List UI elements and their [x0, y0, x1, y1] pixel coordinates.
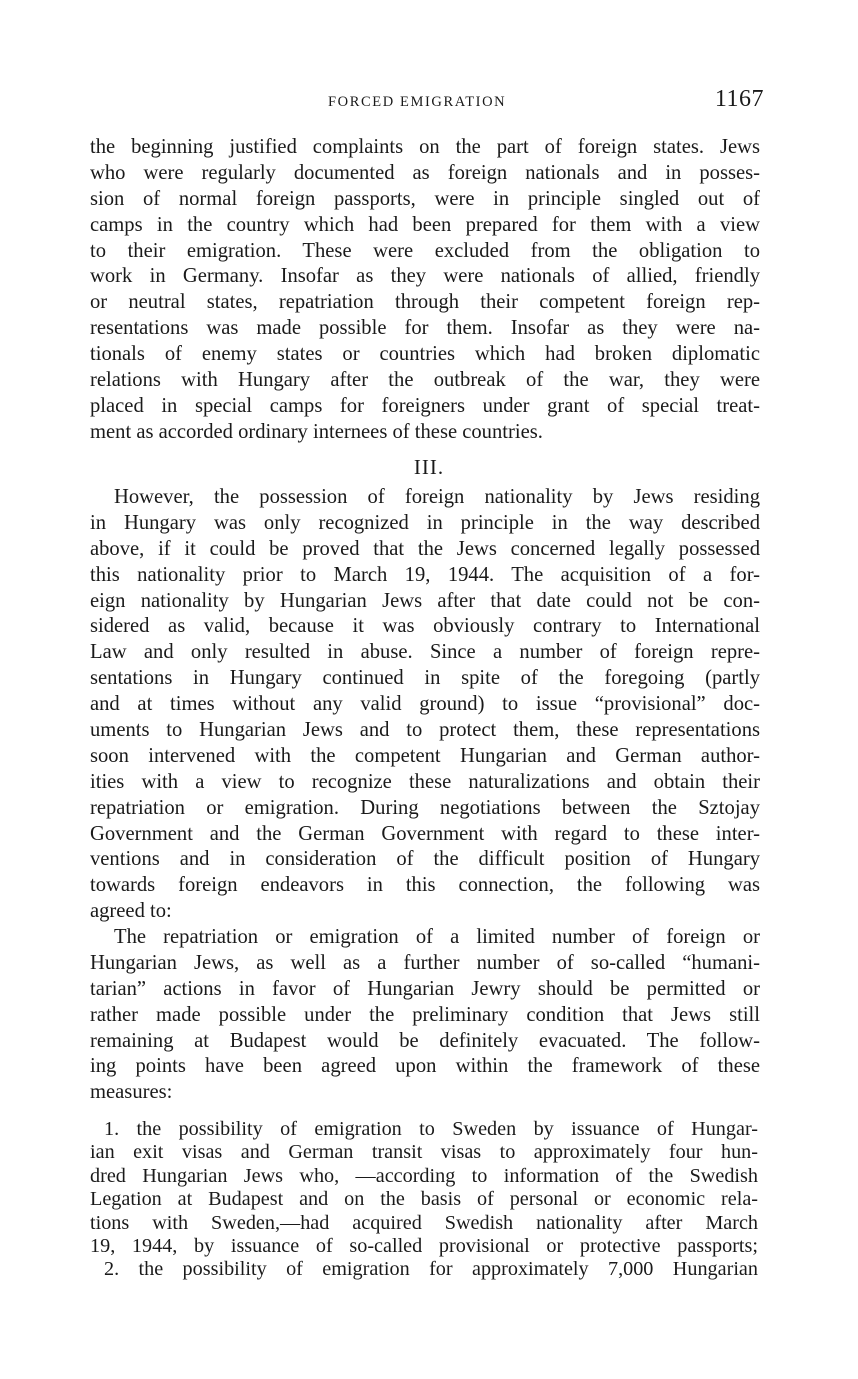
text-line: resentations was made possible for them. Insofar as they were na- [90, 317, 760, 340]
list-item-line: dred Hungarian Jews who, —according to information of the Swedish [90, 1164, 758, 1187]
text-line: soon intervened with the competent Hungarian and German author- [90, 744, 760, 767]
text-line: to their emigration. These were excluded from the obligation to [90, 239, 760, 262]
page-number: 1167 [714, 86, 764, 112]
text-line: eign nationality by Hungarian Jews after that date could not be con- [90, 589, 760, 612]
running-title: FORCED EMIGRATION [328, 94, 507, 110]
page-header [90, 86, 764, 122]
text-line: repatriation or emigration. During negotiations between the Sztojay [90, 796, 760, 819]
text-line: remaining at Budapest would be definitely evacuated. The follow- [90, 1029, 760, 1052]
text-line: towards foreign endeavors in this connection, the following was [90, 874, 760, 897]
list-item-line: ian exit visas and German transit visas to approximately four hun- [90, 1141, 758, 1164]
text-line: and at times without any valid ground) to issue “provisional” doc- [90, 693, 760, 716]
text-line: agreed to: [90, 900, 172, 923]
text-line: or neutral states, repatriation through their competent foreign rep- [90, 291, 760, 314]
text-line: relations with Hungary after the outbreak of the war, they were [90, 369, 760, 392]
list-item-line: Legation at Budapest and on the basis of personal or economic rela- [90, 1188, 758, 1211]
text-line: sidered as valid, because it was obviously contrary to International [90, 615, 760, 638]
text-line: this nationality prior to March 19, 1944. The acquisition of a for- [90, 563, 760, 586]
text-line: camps in the country which had been prepared for them with a view [90, 213, 760, 236]
text-line: uments to Hungarian Jews and to protect them, these representations [90, 719, 760, 742]
text-line: ventions and in consideration of the difficult position of Hungary [90, 848, 760, 871]
list-item-line: 1. the possibility of emigration to Sweden by issuance of Hungar- [104, 1118, 758, 1140]
text-line: ment as accorded ordinary internees of these countries. [90, 420, 543, 443]
text-line: rather made possible under the preliminary condition that Jews still [90, 1003, 760, 1026]
text-line: tarian” actions in favor of Hungarian Jewry should be permitted or [90, 977, 760, 1000]
text-line: above, if it could be proved that the Jews concerned legally possessed [90, 537, 760, 560]
text-line: sentations in Hungary continued in spite of the foregoing (partly [90, 667, 760, 690]
text-line: tionals of enemy states or countries which had broken diplomatic [90, 343, 760, 366]
list-item-line: 2. the possibility of emigration for approximately 7,000 Hungarian [104, 1258, 758, 1281]
text-line: the beginning justified complaints on the part of foreign states. Jews [90, 136, 760, 158]
text-line: placed in special camps for foreigners under grant of special treat- [90, 394, 760, 417]
paragraph-1 [90, 135, 760, 446]
list-item-line: tions with Sweden,—had acquired Swedish nationality after March [90, 1211, 758, 1234]
text-line: work in Germany. Insofar as they were nationals of allied, friendly [90, 265, 760, 288]
text-line: The repatriation or emigration of a limited number of foreign or [114, 926, 760, 948]
text-line: in Hungary was only recognized in principle in the way described [90, 511, 760, 534]
text-line: sion of normal foreign passports, were in principle singled out of [90, 187, 760, 210]
paragraph-2 [90, 485, 760, 925]
numbered-list [90, 1118, 758, 1282]
text-line: Government and the German Government with regard to these inter- [90, 822, 760, 845]
section-heading: III. [413, 455, 445, 479]
text-line: measures: [90, 1081, 173, 1104]
list-item-line: 19, 1944, by issuance of so-called provisional or protective passports; [90, 1234, 758, 1257]
paragraph-3 [90, 925, 760, 1106]
text-line: However, the possession of foreign nationality by Jews residing [114, 486, 760, 508]
text-line: ing points have been agreed upon within the framework of these [90, 1055, 760, 1078]
text-line: who were regularly documented as foreign nationals and in posses- [90, 161, 760, 184]
text-line: Law and only resulted in abuse. Since a number of foreign repre- [90, 641, 760, 664]
text-line: ities with a view to recognize these naturalizations and obtain their [90, 770, 760, 793]
text-line: Hungarian Jews, as well as a further number of so-called “humani- [90, 951, 760, 974]
